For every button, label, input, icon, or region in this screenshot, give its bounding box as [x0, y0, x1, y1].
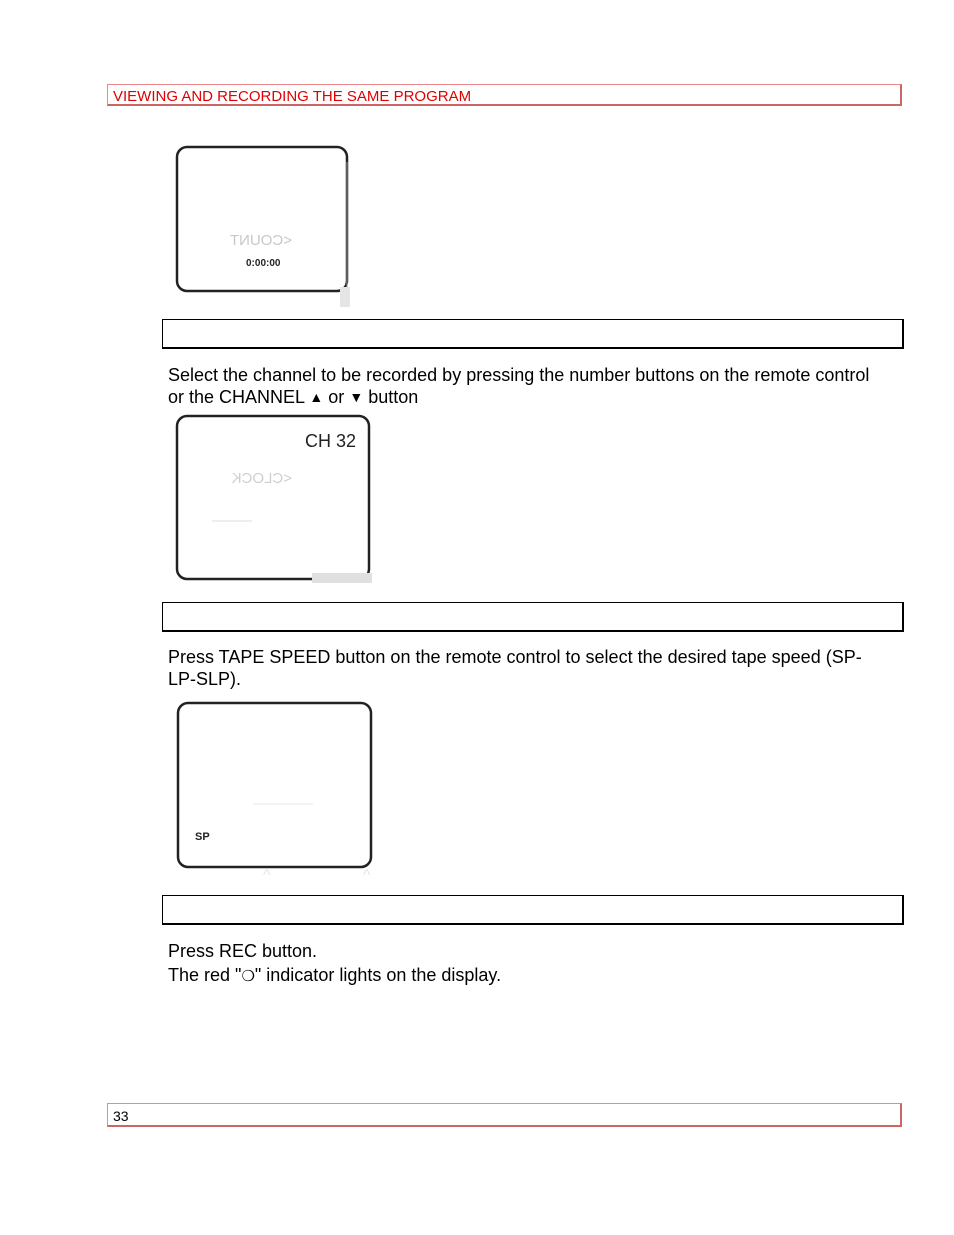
channel-readout: CH 32 [305, 431, 357, 451]
instruction-line: or the CHANNEL ▲ or ▼ button [168, 387, 419, 407]
step-box-3 [162, 895, 904, 925]
channel-down-icon: ▼ [349, 389, 364, 405]
step-box-2 [162, 602, 904, 632]
svg-text:^: ^ [363, 867, 371, 883]
instruction-line: Select the channel to be recorded by pressing the number buttons on the remote control [168, 365, 870, 385]
instruction-line: The red "❍" indicator lights on the display. [168, 965, 502, 985]
screen-faint-text: <COUNT [229, 232, 292, 249]
speed-readout: SP [195, 831, 210, 843]
instruction-line: LP-SLP). [168, 669, 242, 689]
instruction-record [168, 940, 904, 988]
screen-faint-text: <CLOCK [231, 470, 292, 487]
tv-screen-speed [173, 698, 383, 883]
page-header-title: VIEWING AND RECORDING THE SAME PROGRAM [113, 88, 472, 105]
tv-screen-channel [172, 411, 377, 586]
record-indicator-icon: ❍ [241, 968, 255, 985]
page-footer [107, 1103, 902, 1127]
channel-up-icon: ▲ [309, 389, 324, 405]
counter-readout: 0:00:00 [246, 258, 281, 269]
page-header [107, 84, 902, 106]
page-number: 33 [113, 1108, 129, 1124]
instruction-select-channel [168, 364, 904, 408]
step-box-1 [162, 319, 904, 349]
svg-text:^: ^ [263, 867, 271, 883]
instruction-tape-speed [168, 646, 904, 690]
instruction-line: Press REC button. [168, 941, 318, 961]
tv-screen-counter [172, 142, 357, 310]
instruction-line: Press TAPE SPEED button on the remote control to select the desired tape speed (SP- [168, 647, 862, 667]
